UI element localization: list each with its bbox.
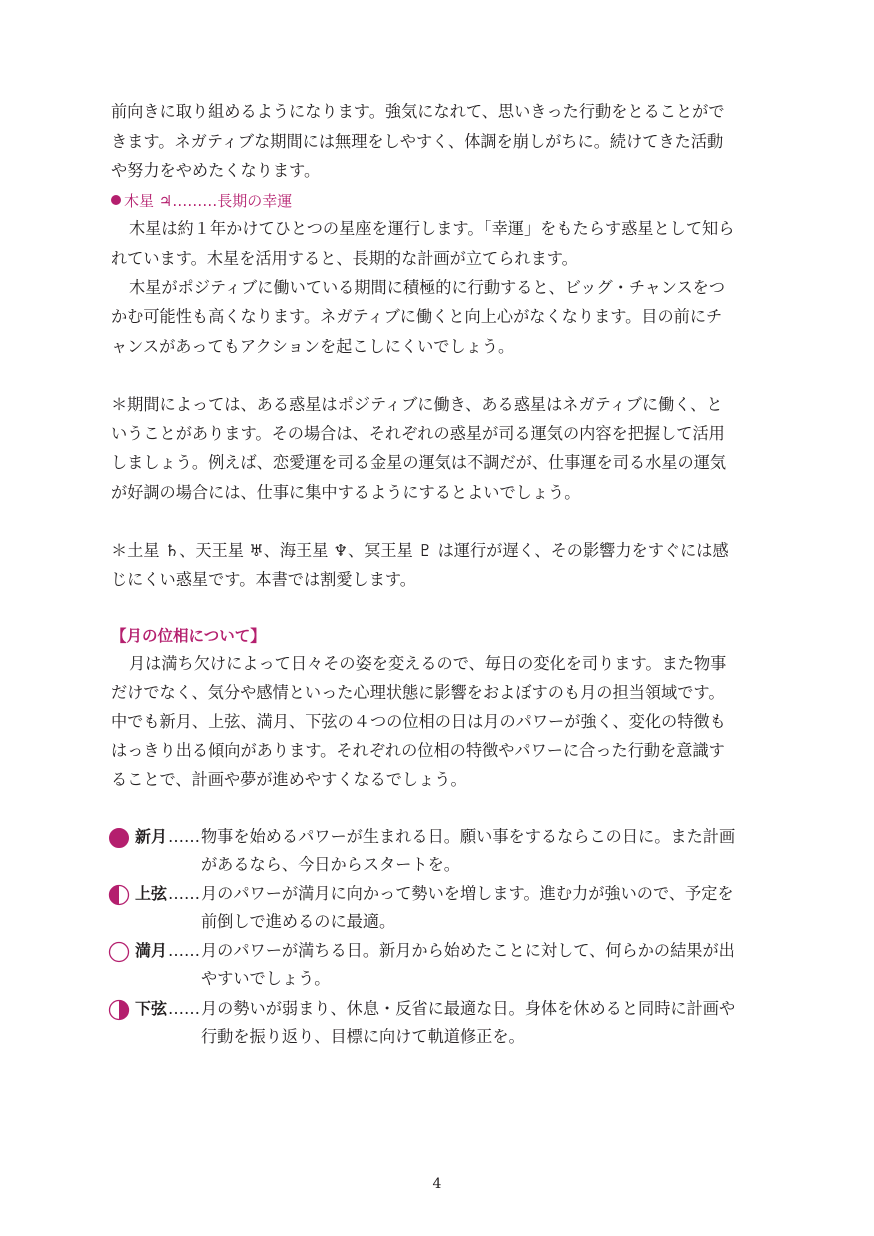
new-moon-icon xyxy=(108,827,130,849)
jupiter-paragraph-line: れています。木星を活用すると、長期的な計画が立てられます。 xyxy=(111,249,578,268)
intro-line: 前向きに取り組めるようになります。強気になれて、思いきった行動をとることがで xyxy=(111,102,725,121)
moon-paragraph-line: 中でも新月、上弦、満月、下弦の４つの位相の日は月のパワーが強く、変化の特徴も xyxy=(111,712,726,731)
bullet-icon xyxy=(111,195,121,205)
first-quarter-moon-icon xyxy=(108,884,130,906)
jupiter-heading xyxy=(111,187,771,215)
moon-paragraph-line: はっきり出る傾向があります。それぞれの位相の特徴やパワーに合った行動を意識す xyxy=(111,741,725,760)
phase-description-line: 月の勢いが弱まり、休息・反省に最適な日。身体を休めると同時に計画や xyxy=(201,999,736,1018)
note-line: じにくい惑星です。本書では割愛します。 xyxy=(111,570,416,589)
jupiter-paragraph-line: 木星は約１年かけてひとつの星座を運行します。「幸運」をもたらす惑星として知ら xyxy=(129,219,735,238)
phase-leader: …… xyxy=(168,941,200,960)
phase-description-line: 前倒しで進めるのに最適。 xyxy=(201,912,396,931)
full-moon-icon xyxy=(108,941,130,963)
phase-description-line: 月のパワーが満ちる日。新月から始めたことに対して、何らかの結果が出 xyxy=(201,941,735,960)
phase-name: 下弦 xyxy=(135,999,168,1018)
phase-name: 新月 xyxy=(135,827,168,846)
phase-leader: …… xyxy=(168,999,200,1018)
note-line: しましょう。例えば、恋愛運を司る金星の運気は不調だが、仕事運を司る水星の運気 xyxy=(111,453,727,472)
phase-description-line: 月のパワーが満月に向かって勢いを増します。進む力が強いので、予定を xyxy=(201,884,734,903)
note-line: いうことがあります。その場合は、それぞれの惑星が司る運気の内容を把握して活用 xyxy=(111,424,725,443)
note-line: ＊土星 ♄、天王星 ♅、海王星 ♆、冥王星 ♇ は運行が遅く、その影響力をすぐには感 xyxy=(111,541,729,560)
intro-line: きます。ネガティブな期間には無理をしやすく、体調を崩しがちに。続けてきた活動 xyxy=(111,132,724,151)
moon-section-heading: 【月の位相について】 xyxy=(111,627,266,645)
jupiter-paragraph-line: かむ可能性も高くなります。ネガティブに働くと向上心がなくなります。目の前にチ xyxy=(111,307,723,326)
phase-description-line: 物事を始めるパワーが生まれる日。願い事をするならこの日に。また計画 xyxy=(201,827,736,846)
page-number: 4 xyxy=(432,1176,442,1192)
phase-leader: …… xyxy=(168,827,200,846)
phase-name: 満月 xyxy=(135,941,168,960)
moon-paragraph-line: ることで、計画や夢が進めやすくなるでしょう。 xyxy=(111,770,467,789)
jupiter-paragraph-line: 木星がポジティブに働いている期間に積極的に行動すると、ビッグ・チャンスをつ xyxy=(129,278,726,297)
moon-paragraph-line: 月は満ち欠けによって日々その姿を変えるので、毎日の変化を司ります。また物事 xyxy=(129,654,727,673)
jupiter-paragraph-line: ャンスがあってもアクションを起こしにくいでしょう。 xyxy=(111,337,515,356)
phase-description-line: があるなら、今日からスタートを。 xyxy=(201,855,460,874)
phase-description-line: 行動を振り返り、目標に向けて軌道修正を。 xyxy=(201,1027,525,1046)
phase-leader: …… xyxy=(168,884,200,903)
moon-paragraph-line: だけでなく、気分や感情といった心理状態に影響をおよぼすのも月の担当領域です。 xyxy=(111,683,725,702)
phase-description-line: やすいでしょう。 xyxy=(201,969,331,988)
note-line: が好調の場合には、仕事に集中するようにするとよいでしょう。 xyxy=(111,483,581,502)
phase-name: 上弦 xyxy=(135,884,168,903)
intro-line: や努力をやめたくなります。 xyxy=(111,161,321,180)
last-quarter-moon-icon xyxy=(108,999,130,1021)
jupiter-heading-text: 木星 ♃………長期の幸運 xyxy=(124,192,293,210)
note-line: ＊期間によっては、ある惑星はポジティブに働き、ある惑星はネガティブに働く、と xyxy=(111,395,723,414)
